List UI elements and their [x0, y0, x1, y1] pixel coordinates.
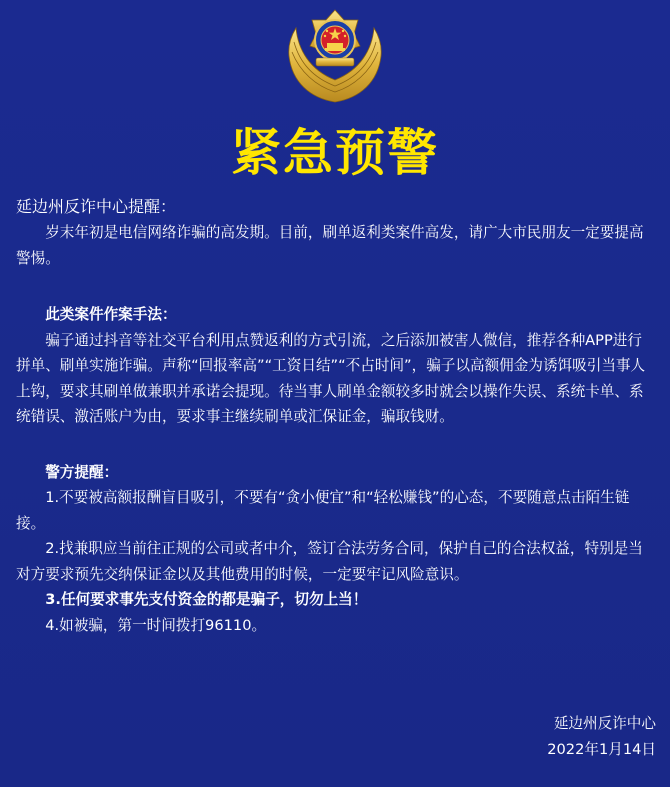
- method-paragraph: 骗子通过抖音等社交平台利用点赞返利的方式引流，之后添加被害人微信，推荐各种APP进行拼单、刷单实施诈骗。声称“回报率高”“工资日结”“不占时间”，骗子以高额佣金为诱饵吸引当事人上钩，要求其刷单做兼职并承诺会提现。待当事人刷单金额较多时就会以操作失误、系统卡单、系统错误、激活账户为由，要求事主继续刷单或汇保证金，骗取钱财。: [16, 331, 646, 425]
- tip-item: 4.如被骗，第一时间拨打96110。: [45, 616, 267, 634]
- method-heading: 此类案件作案手法：: [45, 306, 177, 323]
- tip-item-warning: 3.任何要求事先支付资金的都是骗子，切勿上当！: [45, 591, 368, 608]
- tip-item: 1.不要被高额报酬盲目吸引，不要有“贪小便宜”和“轻松赚钱”的心态，不要随意点击陌生链接。: [16, 489, 630, 532]
- police-emblem-icon: [286, 6, 384, 106]
- spacer: [16, 271, 656, 296]
- signature-block: [547, 711, 656, 763]
- spacer: [16, 430, 656, 454]
- greeting: 延边州反诈中心提醒：: [16, 197, 177, 216]
- notice-body: [16, 194, 656, 638]
- tip-item: 2.找兼职应当前往正规的公司或者中介，签订合法劳务合同，保护自己的合法权益，特别是当对方要求预先交纳保证金以及其他费用的时候，一定要牢记风险意识。: [16, 540, 643, 583]
- headline-title: 紧急预警: [231, 124, 439, 182]
- tips-heading: 警方提醒：: [45, 463, 119, 481]
- signature-date: 2022年1月14日: [547, 741, 656, 758]
- intro-paragraph: 岁末年初是电信网络诈骗的高发期。目前，刷单返利类案件高发，请广大市民朋友一定要提高警惕。: [16, 224, 644, 267]
- signature-org: 延边州反诈中心: [553, 715, 656, 732]
